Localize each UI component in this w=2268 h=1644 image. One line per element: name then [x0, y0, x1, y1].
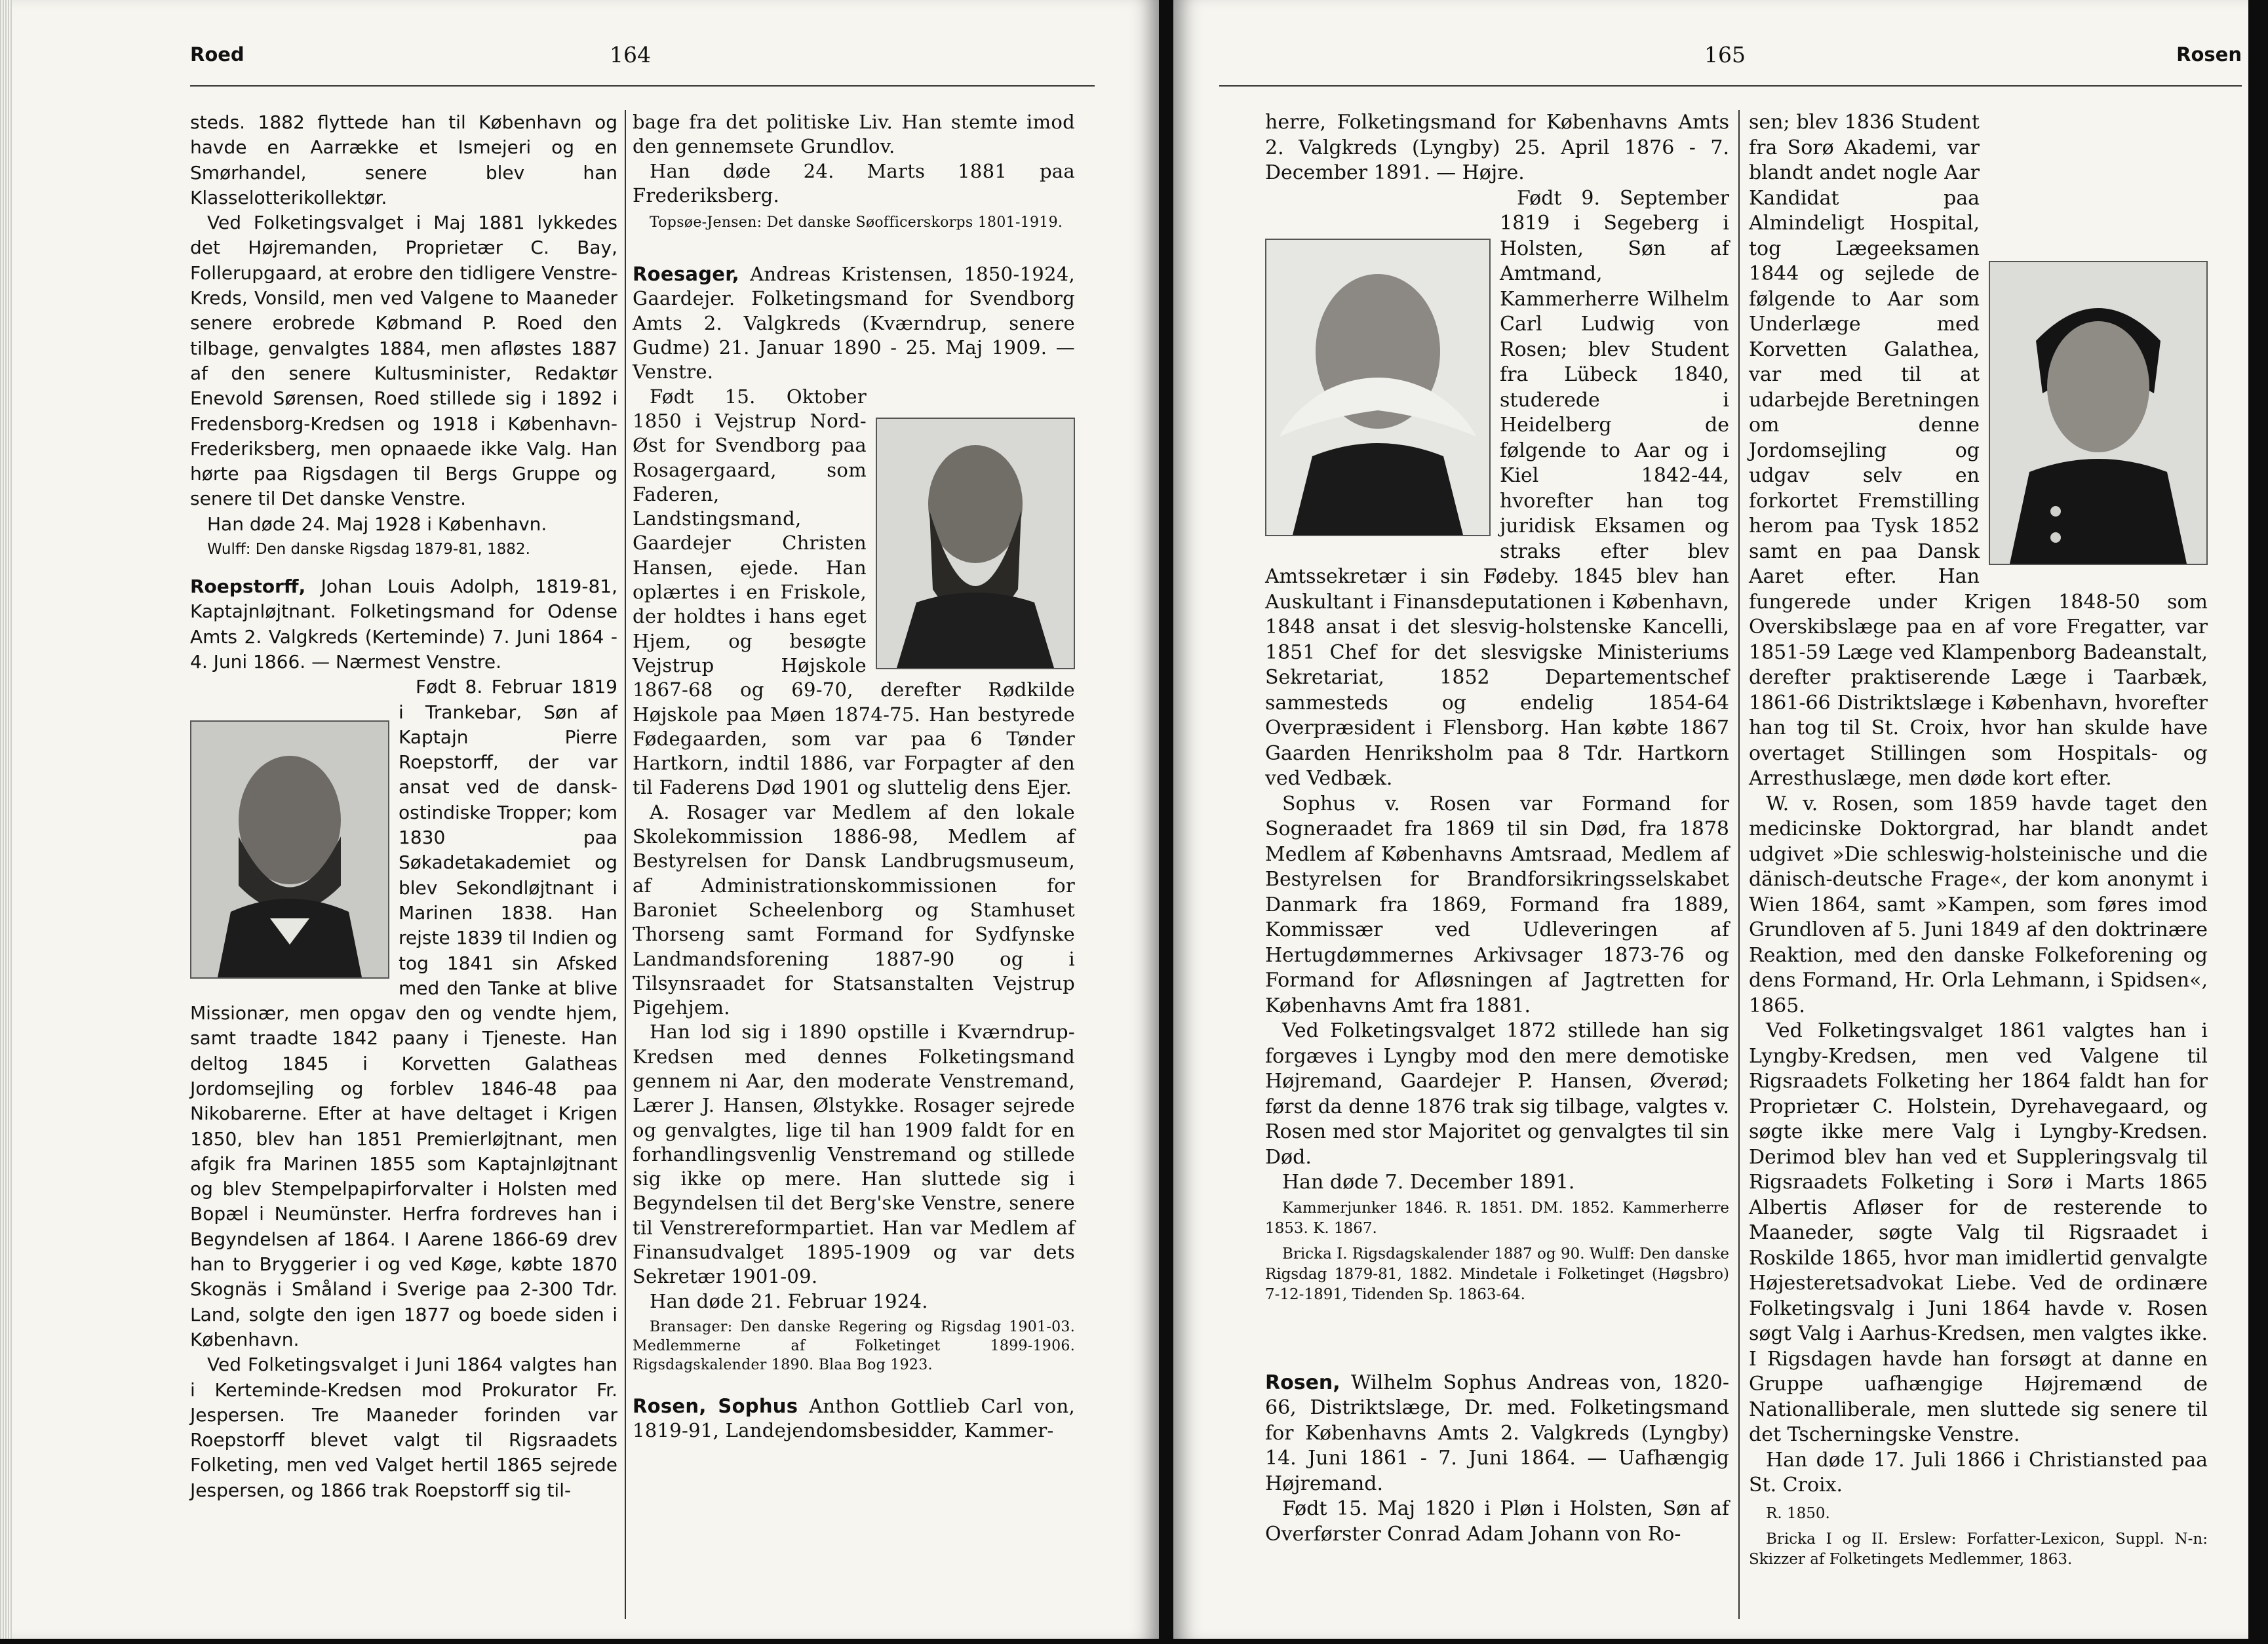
portrait-photo	[876, 418, 1075, 669]
entry-heading: Roesager, Andreas Kristensen, 1850-1924, Gaardejer. Folketingsmand for Svendborg Amts 2. Valgkreds (Kværndrup, senere Gudme) 21. Januar 1890 - 25. Maj 1909. — Venstre.	[633, 263, 1075, 383]
paragraph: Født 15. Oktober 1850 i Vejstrup Nord-Øst for Svendborg paa Rosagergaard, som Faderen, Landstingsmand, Gaardejer Christen Hansen, ejede. Han oplærtes i en Friskole, der holdtes i hans eget Hjem, og besøgte Vejstrup Højskole 1867-68 og 69-70, derefter Rødkilde Højskole paa Møen 1874-75. Han bestyrede Fødegaarden, som var paa 6 Tønder Hartkorn, indtil 1886, var Forpagter af den til Faderens Død 1901 og sluttelig dens Ejer.	[633, 385, 1075, 799]
page-number: 165	[1704, 42, 1746, 68]
right-page	[1173, 0, 2248, 1639]
portrait-photo	[190, 720, 389, 979]
entry-name: Roesager,	[633, 263, 739, 286]
entry-name: Rosen, Sophus	[633, 1394, 798, 1417]
source-note: Wulff: Den danske Rigsdag 1879-81, 1882.	[207, 541, 530, 558]
paragraph: herre, Folketingsmand for Københavns Amts 2. Valgkreds (Lyngby) 25. April 1876 - 7. December 1891. — Højre.	[1265, 111, 1729, 184]
right-column-2	[1749, 110, 2208, 1619]
entry-heading: Roepstorff, Johan Louis Adolph, 1819-81, Kaptajnløjtnant. Folketingsmand for Odense Amts 2. Valgkreds (Kerteminde) 7. Juni 1864 - 4. Juni 1866. — Nærmest Venstre.	[190, 576, 617, 673]
portrait-photo	[1265, 239, 1491, 536]
running-head-name: Roed	[190, 43, 244, 66]
death-line: Han døde 24. Marts 1881 paa Frederiksberg.	[633, 159, 1075, 206]
paragraph: Sophus v. Rosen var Formand for Sogneraadet fra 1869 til sin Død, fra 1878 Medlem af Københavns Amtsraad, Medlem af Bestyrelsen for Brandforsikringsselskabet Danmark fra 1869, Formand fra 1889, Kommissær ved Udleveringen af Hertugdømmernes Arkivsager 1873-76 og Formand for Afløsningen af Jagtretten for Københavns Amt fra 1881.	[1265, 792, 1729, 1017]
paragraph: Ved Folketingsvalget 1861 valgtes han i Lyngby-Kredsen, men ved Valgene til Rigsraadets Folketing her 1864 faldt han for Proprietær C. Holstein, Dyrehavegaard, og søgte ikke mere Valg i Lyngby-Kredsen. Derimod blev han ved et Suppleringsvalg til Rigsraadets Folketing i Sorø i Marts 1865 Albertis Afløser for de resterende to Maaneder, søgte Valg til Rigsraadet i Roskilde 1865, hvor man imidlertid genvalgte Højesteretsadvokat Liebe. Ved de ordinære Folketingsvalg i Juni 1864 havde v. Rosen søgt Valg i Aarhus-Kredsen, men valgtes ikke. I Rigsdagen havde han forsøgt at danne en Gruppe uafhængige Højremænd de Nationalliberale, men sluttede sig senere til det Tscherningske Venstre.	[1749, 1019, 2208, 1446]
entry-name: Rosen,	[1265, 1371, 1340, 1394]
entry-heading: Rosen, Wilhelm Sophus Andreas von, 1820-66, Distriktslæge, Dr. med. Folketingsmand for Københavns Amts 2. Valgkreds (Lyngby) 14. Juni 1861 - 7. Juni 1864. — Uafhængig Højremand.	[1265, 1371, 1729, 1495]
portrait-drawing	[1266, 240, 1489, 535]
running-head-name: Rosen	[2176, 43, 2242, 66]
entry-heading: Rosen, Sophus Anthon Gottlieb Carl von, 1819-91, Landejendomsbesidder, Kammer-	[633, 1394, 1075, 1442]
paragraph: Født 8. Februar 1819 i Trankebar, Søn af Kaptajn Pierre Roepstorff, der var ansat ved de dansk-ostindiske Tropper; kom 1830 paa Søkadetakademiet og blev Sekondløjtnant i Marinen 1838. Han rejste 1839 til Indien og tog 1841 sin Afsked med den Tanke at blive Missionær, men opgav den og vendte hjem, samt traadte 1842 paany i Tjeneste. Han deltog 1845 i Korvetten Galatheas Jordomsejling og forblev 1846-48 paa Nikobarerne. Efter at have deltaget i Krigen 1850, blev han 1851 Premierløjtnant, men afgik fra Marinen 1855 som Kaptajnløjtnant og blev Stempelpapirforvalter i Holsten med Bopæl i Neumünster. Herfra fordreves han i Begyndelsen af 1864. I Aarene 1866-69 drev han to Bryggerier i og ved Køge, købte 1870 Skognäs i Småland i Sverige paa 2-300 Tdr. Land, solgte den igen 1877 og boede siden i København.	[190, 676, 617, 1350]
page-number: 164	[610, 42, 651, 68]
paragraph: Født 9. September 1819 i Segeberg i Holsten, Søn af Amtmand, Kammerherre Wilhelm Carl Ludwig von Rosen; blev Student fra Lübeck 1840, studerede i Heidelberg de følgende to Aar og i Kiel 1842-44, hvorefter han tog juridisk Eksamen og straks efter blev Amtssekretær i sin Fødeby. 1845 blev han Auskultant i Finansdeputationen i København, 1848 ansat i det slesvig-holstenske Kancelli, 1851 Chef for det slesvigske Ministeriums Sekretariat, 1852 Departementschef sammesteds og endelig 1854-64 Overpræsident i Flensborg. Han købte 1867 Gaarden Henriksholm paa 8 Tdr. Hartkorn ved Vedbæk.	[1265, 186, 1729, 790]
right-page-header	[1219, 33, 2242, 87]
paragraph: Han lod sig i 1890 opstille i Kværndrup-Kredsen med dennes Folketingsmand gennem ni Aar, den moderate Venstremand, Lærer J. Hansen, Ølstykke. Rosager sejrede og genvalgtes, lige til han 1909 faldt for en forhandlingsvenlig Venstremand og stillede sig ikke op mere. Han sluttede sig i Begyndelsen til det Berg'ske Venstre, senere til Venstrereformpartiet. Han var Medlem af Finansudvalget 1895-1909 og var dets Sekretær 1901-09.	[633, 1021, 1075, 1288]
portrait-drawing	[1990, 262, 2206, 564]
death-line: Han døde 24. Maj 1928 i København.	[207, 513, 547, 535]
source-note: Bricka I. Rigsdagskalender 1887 og 90. Wulff: Den danske Rigsdag 1879-81, 1882. Mindetale i Folketinget (Høgsbro) 7-12-1891, Tidenden Sp. 1863-64.	[1265, 1245, 1729, 1303]
death-line: Han døde 17. Juli 1866 i Christiansted paa St. Croix.	[1749, 1448, 2208, 1497]
paragraph: sen; blev 1836 Student fra Sorø Akademi, var blandt andet nogle Aar Kandidat paa Almindeligt Hospital, tog Lægeeksamen 1844 og sejlede de følgende to Aar som Underlæge med Korvetten Galathea, var med til at udarbejde Beretningen om denne Jordomsejling og udgav selv en forkortet Fremstilling herom paa Tysk 1852 samt en paa Dansk Aaret efter. Han fungerede under Krigen 1848-50 som Overskibslæge paa en af vore Fregatter, var 1851-59 Læge ved Klampenborg Badeanstalt, derefter praktiserende Læge i Taarbæk, 1861-66 Distriktslæge i København, hvorefter han tog til St. Croix, hvor han skulde have overtaget Stillingen som Hospitals- og Arresthuslæge, men døde kort efter.	[1749, 111, 2208, 790]
paragraph: W. v. Rosen, som 1859 havde taget den medicinske Doktorgrad, har blandt andet udgivet »Die schleswig-holsteinische und die dänisch-deutsche Frage«, der kom anonymt i Wien 1864, samt »Kampen, som føres imod Grundloven af 5. Juni 1849 af den doktrinære Reaktion, med den danske Folkeforening og dens Formand, Hr. Orla Lehmann, i Spidsen«, 1865.	[1749, 792, 2208, 1017]
portrait-photo	[1989, 261, 2208, 565]
entry-name: Roepstorff,	[190, 576, 306, 598]
death-line: Han døde 7. December 1891.	[1282, 1171, 1575, 1194]
source-note: Topsøe-Jensen: Det danske Søofficerskorps 1801-1919.	[650, 214, 1063, 231]
portrait-drawing	[877, 419, 1074, 668]
source-note: R. 1850.	[1766, 1504, 1830, 1522]
paragraph: bage fra det politiske Liv. Han stemte imod den gennemsete Grundlov.	[633, 111, 1075, 158]
paragraph: Ved Folketingsvalget i Juni 1864 valgtes han i Kerteminde-Kredsen mod Prokurator Fr. Jespersen. Tre Maaneder forinden var Roepstorff blevet valgt til Rigsraadets Folketing, men ved Valget hertil 1865 sejrede Jespersen, og 1866 trak Roepstorff sig til-	[190, 1354, 617, 1501]
paragraph: steds. 1882 flyttede han til København og havde en Aarrække et Ismejeri og en Smørhandel, senere blev han Klasselotterikollektør.	[190, 111, 617, 208]
right-column-1	[1265, 110, 1729, 1619]
portrait-drawing	[191, 722, 388, 977]
left-page-header	[190, 33, 1095, 87]
paragraph: Født 15. Maj 1820 i Pløn i Holsten, Søn af Overførster Conrad Adam Johann von Ro-	[1265, 1497, 1729, 1546]
left-column-2	[633, 110, 1075, 1619]
source-note: Bransager: Den danske Regering og Rigsdag 1901-03. Medlemmerne af Folketinget 1899-1906. Rigsdagskalender 1890. Blaa Bog 1923.	[633, 1318, 1075, 1373]
paragraph: Ved Folketingsvalget i Maj 1881 lykkedes det Højremanden, Proprietær C. Bay, Follerupgaard, at erobre den tidligere Venstre-Kreds, Vonsild, men ved Valgene to Maaneder senere erobrede Købmand P. Roed den tilbage, genvalgtes 1884, men afløstes 1887 af den senere Kultusminister, Redaktør Enevold Sørensen, Roed stillede sig i 1892 i Fredensborg-Kredsen og 1918 i København-Frederiksberg, men opnaaede ikke Valg. Han hørte paa Rigsdagen til Bergs Gruppe og senere til Det danske Venstre.	[190, 212, 617, 510]
paragraph: Ved Folketingsvalget 1872 stillede han sig forgæves i Lyngby mod den mere demotiske Højremand, Gaardejer P. Hansen, Øverød; først da denne 1876 trak sig tilbage, valgtes v. Rosen med stor Majoritet og genvalgtes til sin Død.	[1265, 1019, 1729, 1169]
death-line: Han døde 21. Februar 1924.	[650, 1289, 928, 1312]
column-rule	[1738, 110, 1740, 1619]
left-column-1	[190, 110, 617, 1619]
page-edge-stack	[0, 0, 12, 1639]
source-note: Bricka I og II. Erslew: Forfatter-Lexicon, Suppl. N-n: Skizzer af Folketingets Medlemmer, 1863.	[1749, 1530, 2208, 1568]
source-note: Kammerjunker 1846. R. 1851. DM. 1852. Kammerherre 1853. K. 1867.	[1265, 1199, 1729, 1237]
column-rule	[625, 110, 626, 1619]
paragraph: A. Rosager var Medlem af den lokale Skolekommission 1886-98, Medlem af Bestyrelsen for Dansk Landbrugsmuseum, af Administrationskommissionen for Baroniet Scheelenborg og Stamhuset Thorseng samt Formand for Sydfynske Landmandsforening 1887-90 og i Tilsynsraadet for Statsanstalten Vejstrup Pigehjem.	[633, 800, 1075, 1019]
